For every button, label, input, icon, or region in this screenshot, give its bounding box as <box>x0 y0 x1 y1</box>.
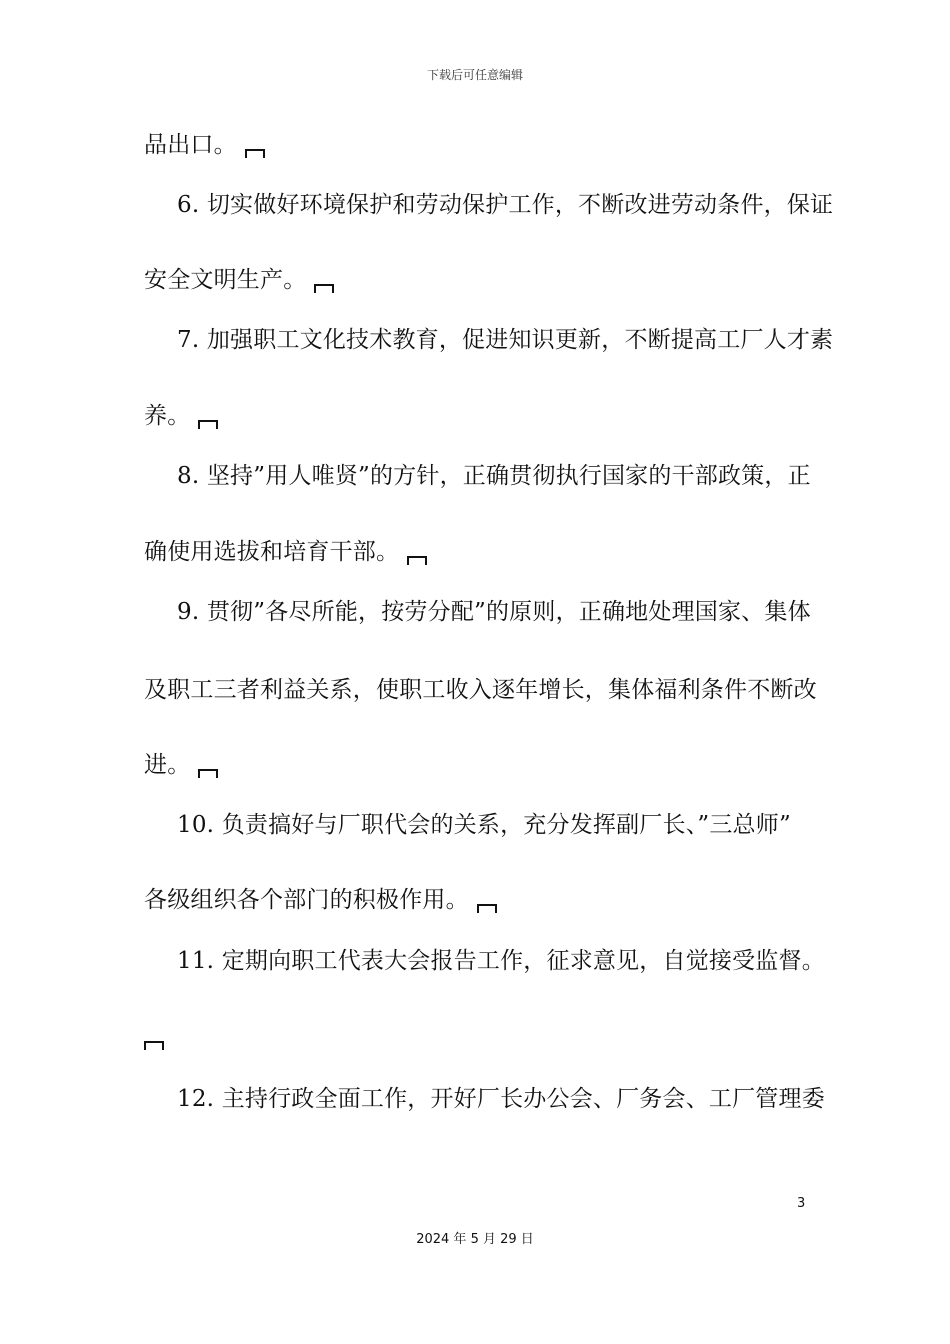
text-line <box>144 130 265 160</box>
line-text: 9. 贯彻”各尽所能，按劳分配”的原则，正确地处理国家、集体 <box>177 599 811 625</box>
text-line <box>144 537 427 567</box>
page-footer-date: 2024 年 5 月 29 日 <box>416 1232 534 1247</box>
text-line <box>177 325 833 355</box>
paragraph-mark-icon <box>314 284 334 293</box>
line-text: 12. 主持行政全面工作，开好厂长办公会、厂务会、工厂管理委 <box>177 1086 825 1112</box>
line-text: 养。 <box>144 403 191 429</box>
page-header: 下载后可任意编辑 <box>426 68 523 82</box>
text-line <box>144 750 218 780</box>
paragraph-mark-icon <box>144 1041 164 1050</box>
line-text: 各级组织各个部门的积极作用。 <box>144 887 469 913</box>
text-line <box>177 1084 825 1114</box>
paragraph-mark-icon <box>477 904 497 913</box>
text-line <box>144 885 497 915</box>
line-text: 7. 加强职工文化技术教育，促进知识更新，不断提高工厂人才素 <box>177 327 834 353</box>
paragraph-mark-icon <box>407 556 427 565</box>
line-text: 10. 负责搞好与厂职代会的关系，充分发挥副厂长、”三总师” <box>177 812 791 838</box>
line-text: 安全文明生产。 <box>144 267 307 293</box>
line-text: 品出口。 <box>144 132 237 158</box>
paragraph-mark-icon <box>198 769 218 778</box>
line-text: 11. 定期向职工代表大会报告工作，征求意见，自觉接受监督。 <box>177 948 825 974</box>
text-line <box>144 1022 164 1052</box>
paragraph-mark-icon <box>198 420 218 429</box>
text-line <box>177 597 811 627</box>
page-number: 3 <box>797 1196 806 1211</box>
text-line <box>177 461 811 491</box>
text-line <box>177 190 833 220</box>
text-line <box>144 401 218 431</box>
line-text: 8. 坚持”用人唯贤”的方针，正确贯彻执行国家的干部政策，正 <box>177 463 811 489</box>
line-text: 6. 切实做好环境保护和劳动保护工作，不断改进劳动条件，保证 <box>177 192 834 218</box>
line-text: 及职工三者利益关系，使职工收入逐年增长，集体福利条件不断改 <box>144 677 817 703</box>
paragraph-mark-icon <box>245 149 265 158</box>
line-text: 确使用选拔和培育干部。 <box>144 539 400 565</box>
text-line <box>177 946 825 976</box>
text-line <box>177 810 791 840</box>
text-line <box>144 265 334 295</box>
line-text: 进。 <box>144 752 191 778</box>
text-line <box>144 675 817 705</box>
